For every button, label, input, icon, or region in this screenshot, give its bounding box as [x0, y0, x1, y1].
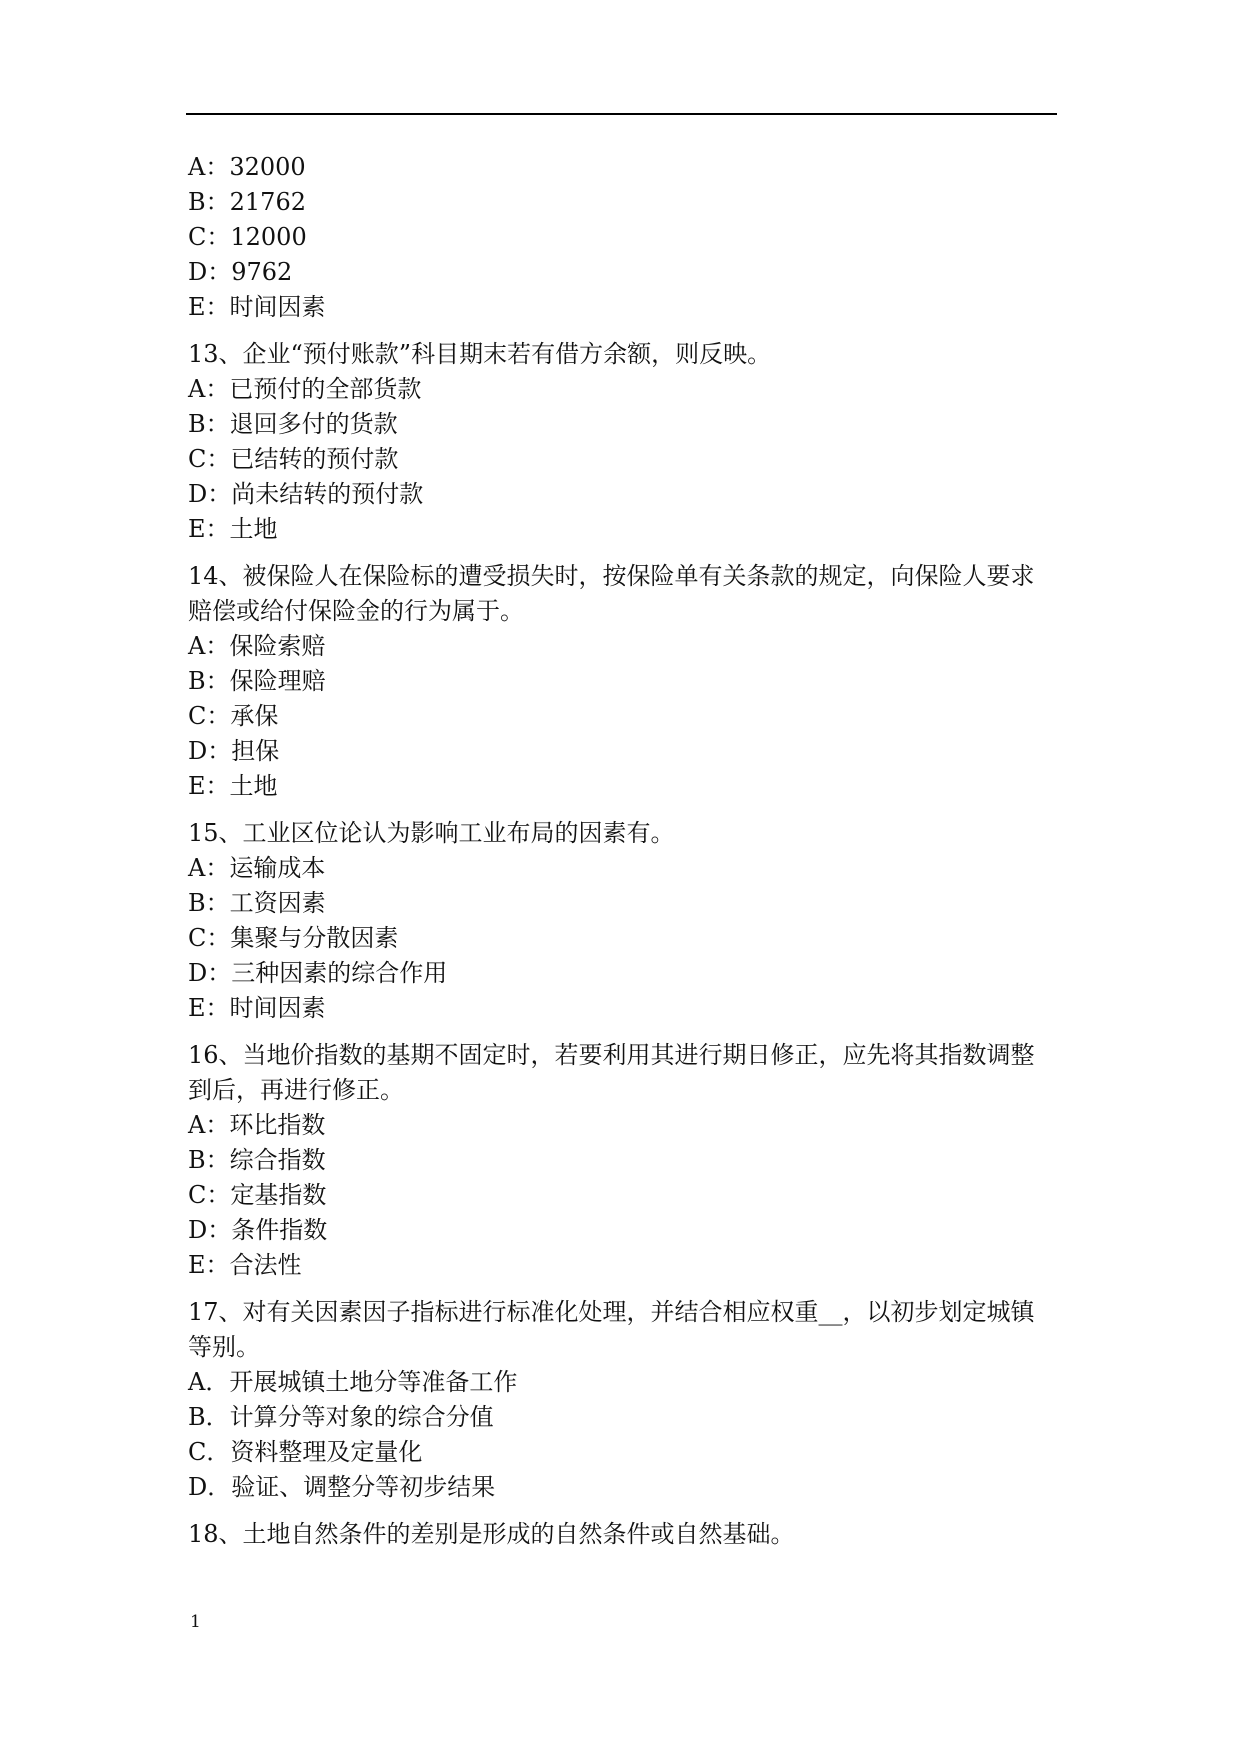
option: B：保险理赔	[188, 667, 326, 695]
option: A：环比指数	[188, 1111, 326, 1139]
question-text: 17、对有关因素因子指标进行标准化处理，并结合相应权重__，以初步划定城镇等别。	[188, 1298, 1035, 1361]
question-17	[188, 1295, 1058, 1505]
option: C：集聚与分散因素	[188, 924, 399, 952]
option: E：土地	[188, 515, 278, 543]
option: B．计算分等对象的综合分值	[188, 1403, 494, 1431]
question-text: 15、工业区位论认为影响工业布局的因素有。	[188, 819, 675, 847]
question-text: 14、被保险人在保险标的遭受损失时，按保险单有关条款的规定，向保险人要求赔偿或给付保险金的行为属于。	[188, 562, 1035, 625]
question-15	[188, 816, 1058, 1026]
option: B：综合指数	[188, 1146, 326, 1174]
option: E：时间因素	[188, 994, 326, 1022]
option: A：32000	[188, 153, 306, 181]
question-13	[188, 337, 1058, 547]
option: D：9762	[188, 258, 293, 286]
option: D：条件指数	[188, 1216, 328, 1244]
option: A．开展城镇土地分等准备工作	[188, 1368, 518, 1396]
option: C：12000	[188, 223, 307, 251]
question-18	[188, 1517, 1058, 1552]
option: D：尚未结转的预付款	[188, 480, 424, 508]
option-list	[188, 150, 1058, 325]
option: D．验证、调整分等初步结果	[188, 1473, 496, 1501]
header-rule	[186, 113, 1057, 115]
question-text: 18、土地自然条件的差别是形成的自然条件或自然基础。	[188, 1520, 795, 1548]
page-content	[188, 150, 1058, 1552]
option: C：定基指数	[188, 1181, 327, 1209]
question-text: 16、当地价指数的基期不固定时，若要利用其进行期日修正，应先将其指数调整到后，再进行修正。	[188, 1041, 1035, 1104]
option: D：担保	[188, 737, 280, 765]
option: E：土地	[188, 772, 278, 800]
option: A：保险索赔	[188, 632, 326, 660]
page-number: 1	[190, 1612, 201, 1632]
option: E：合法性	[188, 1251, 302, 1279]
question-16	[188, 1038, 1058, 1283]
option: C：已结转的预付款	[188, 445, 399, 473]
option: A：已预付的全部货款	[188, 375, 422, 403]
option: B：工资因素	[188, 889, 326, 917]
option: C．资料整理及定量化	[188, 1438, 423, 1466]
question-14	[188, 559, 1058, 804]
option: A：运输成本	[188, 854, 326, 882]
option: B：21762	[188, 188, 306, 216]
option: D：三种因素的综合作用	[188, 959, 448, 987]
question-text: 13、企业“预付账款”科目期末若有借方余额，则反映。	[188, 340, 772, 368]
option: C：承保	[188, 702, 279, 730]
option: E：时间因素	[188, 293, 326, 321]
option: B：退回多付的货款	[188, 410, 398, 438]
